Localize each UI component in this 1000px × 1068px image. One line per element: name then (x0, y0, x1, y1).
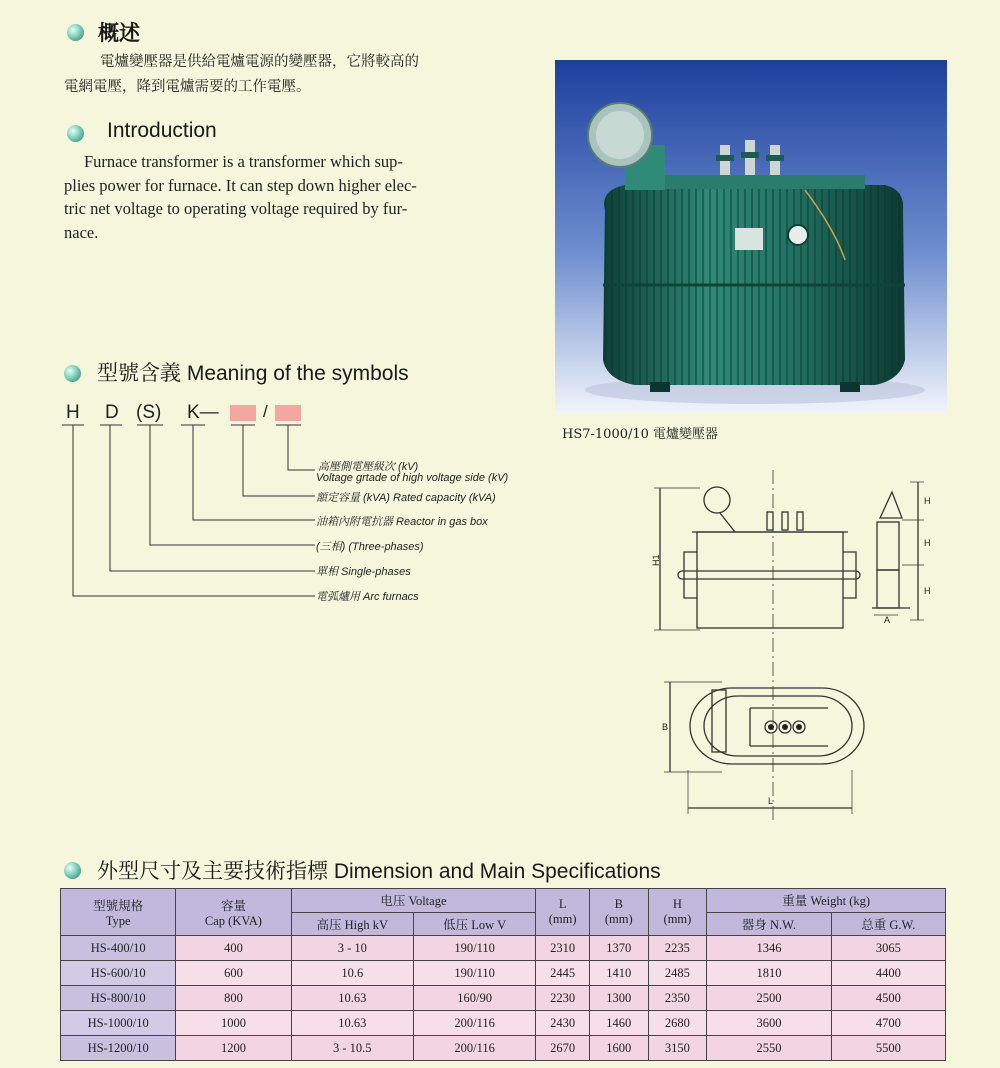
dim-label-a: A (884, 615, 891, 625)
cell-b: 1410 (589, 961, 648, 986)
specs-title: 外型尺寸及主要技術指標 Dimension and Main Specifications (97, 860, 661, 883)
symbol-s: (S) (136, 402, 162, 423)
cell-gross-weight: 4400 (831, 961, 945, 986)
dimension-drawing (640, 470, 940, 820)
symbols-title: 型號含義 Meaning of the symbols (97, 362, 409, 385)
table-row (61, 1036, 946, 1061)
legend-arc-furnace: 電弧爐用 Arc furnacs (316, 591, 419, 603)
cell-low-voltage: 200/116 (413, 1011, 535, 1036)
dim-label-b: B (662, 722, 669, 732)
section-bullet-icon (64, 862, 81, 879)
legend-voltage-grade-en: Voltage grtade of high voltage side (kV) (316, 472, 509, 484)
dim-label-h-bottom: H (924, 586, 931, 596)
cell-b: 1460 (589, 1011, 648, 1036)
cell-l: 2445 (536, 961, 590, 986)
symbol-slash: / (263, 402, 268, 421)
cell-h: 2235 (648, 936, 707, 961)
cell-type: HS-800/10 (61, 986, 176, 1011)
header-capacity: 容量 Cap (KVA) (176, 889, 291, 936)
intro-title: Introduction (107, 119, 217, 142)
cell-net-weight: 1346 (707, 936, 831, 961)
dim-label-h1: H1 (651, 554, 661, 566)
cell-l: 2670 (536, 1036, 590, 1061)
header-b: B (mm) (589, 889, 648, 936)
cell-low-voltage: 190/110 (413, 936, 535, 961)
dim-label-l: L (768, 796, 774, 806)
symbol-d: D (105, 402, 119, 423)
cell-h: 3150 (648, 1036, 707, 1061)
cell-capacity: 600 (176, 961, 291, 986)
symbol-k: K— (187, 402, 219, 423)
cell-high-voltage: 3 - 10.5 (291, 1036, 413, 1061)
cell-h: 2680 (648, 1011, 707, 1036)
cell-type: HS-1000/10 (61, 1011, 176, 1036)
cell-capacity: 800 (176, 986, 291, 1011)
cell-gross-weight: 4700 (831, 1011, 945, 1036)
symbol-leader-lines (0, 0, 600, 620)
cell-low-voltage: 190/110 (413, 961, 535, 986)
legend-single-phase: 單相 Single-phases (316, 566, 411, 578)
cell-high-voltage: 10.63 (291, 986, 413, 1011)
table-row (61, 986, 946, 1011)
overview-title: 概述 (98, 21, 140, 45)
header-voltage: 电压 Voltage (291, 889, 536, 913)
overview-line-1: 電爐變壓器是供給電爐電源的變壓器，它將較高的 (100, 54, 419, 70)
cell-high-voltage: 10.63 (291, 1011, 413, 1036)
dim-label-h-top: H (924, 496, 931, 506)
header-type: 型號規格 Type (61, 889, 176, 936)
symbol-h: H (66, 402, 80, 423)
cell-gross-weight: 3065 (831, 936, 945, 961)
intro-line-1: Furnace transformer is a transformer which sup- (84, 152, 403, 171)
cell-l: 2230 (536, 986, 590, 1011)
cell-net-weight: 2550 (707, 1036, 831, 1061)
header-high-voltage: 高压 High kV (291, 912, 413, 936)
cell-b: 1600 (589, 1036, 648, 1061)
cell-high-voltage: 10.6 (291, 961, 413, 986)
dim-label-h-mid: H (924, 538, 931, 548)
cell-h: 2350 (648, 986, 707, 1011)
cell-type: HS-1200/10 (61, 1036, 176, 1061)
header-weight: 重量 Weight (kg) (707, 889, 946, 913)
cell-l: 2310 (536, 936, 590, 961)
transformer-photo-illustration (555, 60, 947, 413)
cell-h: 2485 (648, 961, 707, 986)
cell-net-weight: 2500 (707, 986, 831, 1011)
cell-capacity: 1000 (176, 1011, 291, 1036)
specifications-table (60, 888, 946, 1061)
cell-low-voltage: 200/116 (413, 1036, 535, 1061)
table-row (61, 936, 946, 961)
cell-gross-weight: 5500 (831, 1036, 945, 1061)
overview-line-2: 電網電壓，降到電爐需要的工作電壓。 (64, 79, 311, 95)
header-low-voltage: 低压 Low V (413, 912, 535, 936)
cell-high-voltage: 3 - 10 (291, 936, 413, 961)
header-net-weight: 器身 N.W. (707, 912, 831, 936)
table-row (61, 961, 946, 986)
legend-rated-capacity: 額定容量 (kVA) Rated capacity (kVA) (316, 492, 496, 504)
intro-line-3: tric net voltage to operating voltage required by fur- (64, 199, 408, 218)
photo-caption: HS7-1000/10 電爐變壓器 (562, 427, 719, 442)
header-h: H (mm) (648, 889, 707, 936)
cell-type: HS-400/10 (61, 936, 176, 961)
header-l: L (mm) (536, 889, 590, 936)
legend-voltage-grade-cn: 高壓側電壓級次 (kV) (318, 461, 419, 473)
intro-line-4: nace. (64, 222, 99, 242)
header-gross-weight: 总重 G.W. (831, 912, 945, 936)
cell-b: 1370 (589, 936, 648, 961)
table-row (61, 1011, 946, 1036)
cell-capacity: 400 (176, 936, 291, 961)
cell-net-weight: 3600 (707, 1011, 831, 1036)
legend-three-phase: (三相) (Three-phases) (316, 541, 424, 553)
cell-b: 1300 (589, 986, 648, 1011)
intro-line-2: plies power for furnace. It can step down higher elec- (64, 175, 417, 195)
cell-type: HS-600/10 (61, 961, 176, 986)
cell-net-weight: 1810 (707, 961, 831, 986)
cell-l: 2430 (536, 1011, 590, 1036)
cell-gross-weight: 4500 (831, 986, 945, 1011)
legend-reactor: 油箱內附電抗器 Reactor in gas box (316, 516, 488, 528)
dimension-drawing-svg (640, 470, 940, 820)
cell-low-voltage: 160/90 (413, 986, 535, 1011)
cell-capacity: 1200 (176, 1036, 291, 1061)
transformer-photo (555, 60, 947, 413)
